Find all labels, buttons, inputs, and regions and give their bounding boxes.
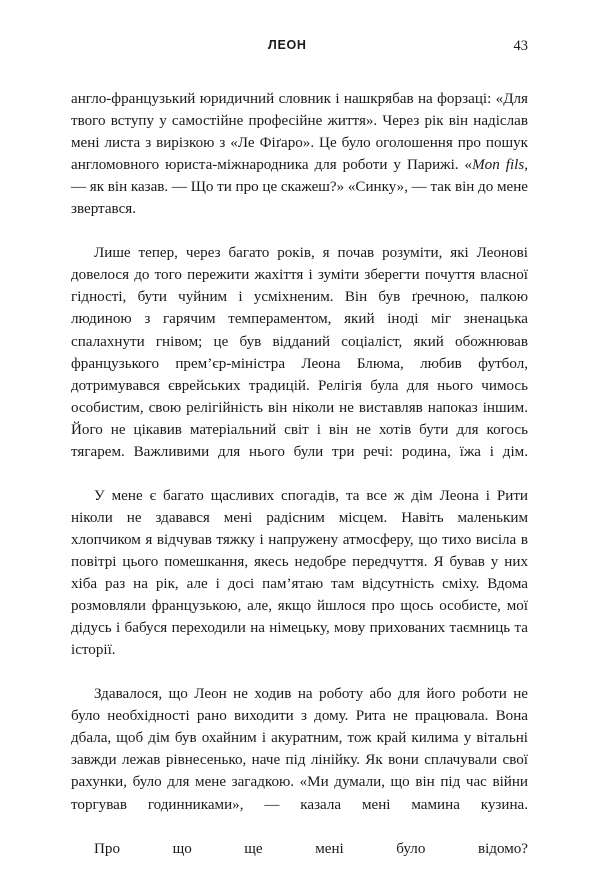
running-head-title: ЛЕОН — [268, 38, 307, 52]
paragraph — [71, 683, 528, 837]
paragraph — [71, 838, 528, 882]
paragraph — [71, 242, 528, 485]
text-run: У мене є багато щасливих спогадів, та все ж дім Леона і Рити ніколи не здавався мені радісним місцем. Навіть маленьким хлопчиком я відчував тяжку і напружену атмосферу, що тихо висіла в повітрі цього помешкання, якесь недобре передчуття. Я бував у них хіба раз на рік, але і досі пам’ятаю там відсутність сміху. Вдома розмовляли французькою, але, якщо йшлося про щось особисте, мої дідусь і бабуся переходили на німецьку, мову прихованих таємниць та історії. — [71, 487, 528, 659]
text-run: Про що ще мені було відомо? — [94, 840, 528, 857]
text-run: Лише тепер, через багато років, я почав розуміти, які Леонові довелося до того пережити жахіття і зуміти зберегти почуття власної гідності, бути чуйним і усміхненим. Він був ґречною, палкою людиною з гарячим темпераментом, який іноді міг зненацька спалахнути гнівом; це був відданий соціаліст, який обожнював французького прем’єр-міністра Леона Блюма, любив футбол, дотримувався єврейських традицій. Релігія була для нього чимось особистим, свою релігійність він ніколи не виставляв напоказ іншим. Його не цікавив матеріальний світ і він не хотів бути для когось тягарем. Важливими для нього були три речі: родина, їжа і дім. — [71, 245, 528, 460]
text-run: англо-французький юридичний словник і нашкрябав на форзаці: «Для твого вступу у самостійне професійне життя». Через рік він надіслав мені листа з вирізкою з «Ле Фіґаро». Це було оголошення про пошук англомовного юриста-міжнародника для роботи у Парижі. « — [71, 91, 528, 174]
text-run: , — як він казав. — Що ти про це скажеш?» «Синку», — так він до мене звертався. — [71, 157, 528, 218]
italic-phrase: Mon fils — [472, 157, 525, 174]
paragraph — [71, 88, 528, 242]
running-head — [71, 38, 528, 58]
paragraph — [71, 485, 528, 683]
page-number: 43 — [513, 38, 528, 54]
body-text-block — [71, 88, 528, 882]
text-run: Здавалося, що Леон не ходив на роботу або для його роботи не було необхідності рано виходити з дому. Рита не працювала. Вона дбала, щоб дім був охайним і акуратним, тож край килима у вітальні завжди лежав рівнесенько, наче під лінійку. Як вони сплачували свої рахунки, було для мене загадкою. «Ми думали, що він під час війни торгував годинниками», — казала мені мамина кузина. — [71, 686, 528, 813]
